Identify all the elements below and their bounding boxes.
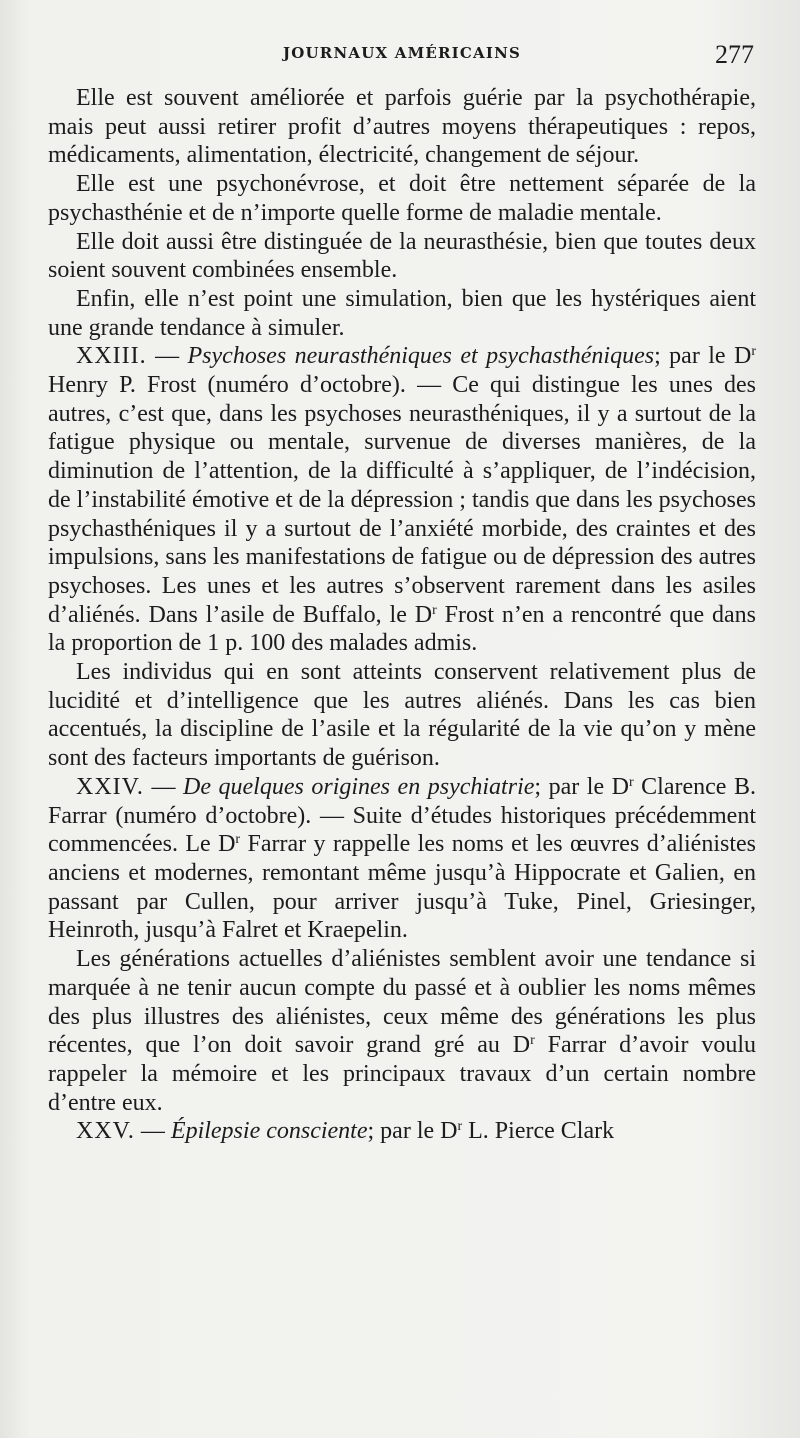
paragraph xyxy=(48,945,756,1117)
section-title: De quelques origines en psychiatrie xyxy=(182,773,535,800)
paragraph: Elle est une psychonévrose, et doit être nettement séparée de la psychasthénie et de n’importe quelle forme de maladie mentale. xyxy=(48,171,756,226)
section-number: XXIII. xyxy=(76,343,147,370)
section-dash: — xyxy=(143,773,183,800)
section-xxiii-paragraph xyxy=(48,342,756,658)
paragraph: Elle est souvent améliorée et parfois guérie par la psychothérapie, mais peut aussi retirer profit d’autres moyens thérapeutiques : repos, médicaments, alimentation, électricité, changement de séjour. xyxy=(48,85,756,169)
paragraph: Elle doit aussi être distinguée de la neurasthésie, bien que toutes deux soient souvent combinées ensemble. xyxy=(48,228,756,284)
section-number: XXIV. xyxy=(76,773,144,800)
section-dash: — xyxy=(146,343,188,370)
body-text: Farrar y rappelle les noms et les œuvres d’aliénistes anciens et modernes, remontant même jusqu’à Hippocrate et Galien, en passant par Cullen, pour arriver jusqu’à Tuke, Pinel, Griesinger, Heinroth, jusqu’à Falret et Kraepelin. xyxy=(48,831,756,944)
text-body xyxy=(48,84,756,1146)
superscript: r xyxy=(751,344,757,360)
body-text: Henry P. Frost (numéro d’octobre). — Ce qui distingue les unes des autres, c’est que, dans les psychoses neurasthéniques, il y a surtout de la fatigue physique ou mentale, survenue de diverses manières, de la diminution de l’attention, de la difficulté à s’appliquer, de l’indécision, de l’instabilité émotive et de la dépression ; tandis que dans les psychoses psychasthéniques il y a surtout de l’anxiété morbide, des craintes et des impulsions, sans les manifestations de fatigue ou de dépression des autres psychoses. Les unes et les autres s’observent rarement dans les asiles d’aliénés. Dans l’asile de Buffalo, le D xyxy=(48,372,756,628)
body-text: Frost n’en a rencontré que dans la proportion de 1 p. 100 des malades admis. xyxy=(48,601,756,657)
section-number: XXV. xyxy=(76,1118,135,1145)
superscript: r xyxy=(628,774,634,790)
section-dash: — xyxy=(134,1118,171,1145)
section-xxiv-paragraph xyxy=(48,773,756,945)
body-text: L. Pierce Clark xyxy=(462,1118,615,1145)
section-title: Épilepsie consciente xyxy=(170,1118,368,1145)
body-text: Les générations actuelles d’aliénistes semblent avoir une tendance si marquée à ne tenir aucun compte du passé et à oublier les noms mêmes des plus illustres des aliénistes, ceux même des générations les plus récentes, que l’on doit savoir grand gré au D xyxy=(48,946,756,1059)
section-xxv-paragraph xyxy=(48,1117,756,1146)
superscript: r xyxy=(457,1119,463,1135)
superscript: r xyxy=(530,1033,535,1049)
byline-text: ; par le D xyxy=(534,773,629,800)
body-text: Clarence B. Farrar (numéro d’octobre). — Suite d’études historiques précédemment commencées. Le D xyxy=(48,773,756,858)
paragraph: Enfin, elle n’est point une simulation, bien que les hystériques aient une grande tendance à simuler. xyxy=(48,285,756,341)
running-title: JOURNAUX AMÉRICAINS xyxy=(282,44,522,62)
running-head xyxy=(48,36,756,76)
byline-text: ; par le D xyxy=(367,1118,458,1145)
body-text: Farrar d’avoir voulu rappeler la mémoire et les principaux travaux d’un certain nombre d’entre eux. xyxy=(48,1032,756,1116)
section-title: Psychoses neurasthéniques et psychasthéniques xyxy=(187,343,655,370)
paragraph: Les individus qui en sont atteints conservent relativement plus de lucidité et d’intelligence que les autres aliénés. Dans les cas bien accentués, la discipline de l’asile et la régularité de la vie qu’on y mène sont des facteurs importants de guérison. xyxy=(48,659,756,772)
superscript: r xyxy=(235,832,241,848)
superscript: r xyxy=(432,602,437,618)
byline-text: ; par le D xyxy=(654,343,752,370)
page-number: 277 xyxy=(715,40,754,69)
